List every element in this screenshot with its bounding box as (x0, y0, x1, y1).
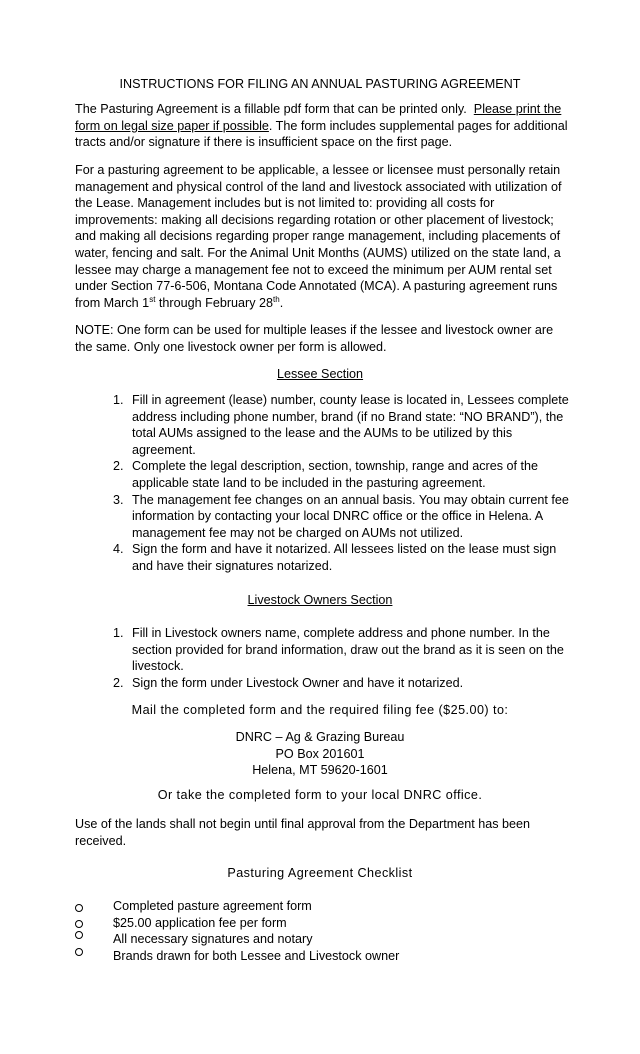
circle-bullet-icon (75, 904, 83, 912)
list-item: 1. Fill in Livestock owners name, complete address and phone number. In the section provided for brand information, draw out the brand as it is seen on the livestock. (113, 626, 564, 674)
circle-bullet-icon (75, 948, 83, 956)
livestock-section-list (75, 625, 570, 691)
livestock-section-heading: Livestock Owners Section (247, 593, 393, 607)
or-take-instruction: Or take the completed form to your local DNRC office. (157, 788, 483, 802)
circle-bullet-icon (75, 931, 83, 939)
checklist-heading: Pasturing Agreement Checklist (227, 866, 413, 880)
checklist-item: Brands drawn for both Lessee and Livestock owner (75, 948, 570, 965)
circle-bullet-icon (75, 920, 83, 928)
address-line-2: PO Box 201601 (275, 746, 365, 761)
checklist-item: Completed pasture agreement form (75, 898, 570, 915)
intro-text: The Pasturing Agreement is a fillable pdf form that can be printed only. (75, 102, 467, 116)
page-title: INSTRUCTIONS FOR FILING AN ANNUAL PASTURING AGREEMENT (119, 77, 521, 91)
lessee-section-heading: Lessee Section (276, 367, 364, 381)
checklist (75, 898, 570, 964)
applicability-mid: through February 28 (155, 295, 274, 310)
list-item: 2. Sign the form under Livestock Owner and have it notarized. (113, 675, 464, 690)
mail-instruction: Mail the completed form and the required filing fee ($25.00) to: (131, 703, 509, 717)
intro-underlined-text: Please print the form on legal size paper if possible (75, 102, 562, 133)
superscript-st: st (149, 294, 156, 304)
checklist-item: $25.00 application fee per form (75, 915, 570, 932)
applicability-text: For a pasturing agreement to be applicable, a lessee or licensee must personally retain management and physical control of the land and livestock associated with utilization of the Lease. Management includes but is not limited to: providing all costs for improvements: making all decisions regarding rotation or other placement of livestock; and making all decisions regarding proper range management, including placements of water, fencing and salt. For the Animal Unit Months (AUMS) utilized on the state land, a lessee may charge a management fee not to exceed the minimum per AUM rental set under Section 77-6-506, Montana Code Annotated (MCA). A pasturing agreement runs from March 1 (75, 163, 562, 310)
list-item: 4. Sign the form and have it notarized. All lessees listed on the lease must sign and have their signatures notarized. (113, 542, 557, 573)
list-item: 3. The management fee changes on an annual basis. You may obtain current fee information by contacting your local DNRC office or the office in Helena. A management fee may not be charged on AUMs not utilized. (113, 492, 569, 540)
intro-text-continued: . The form includes supplemental pages for additional tracts and/or signature if there is insufficient space on the first page. (75, 118, 568, 150)
list-item: 2. Complete the legal description, section, township, range and acres of the applicable state land to be included in the pasturing agreement. (113, 459, 539, 490)
address-line-1: DNRC – Ag & Grazing Bureau (235, 730, 405, 744)
applicability-end: . (279, 295, 284, 310)
superscript-th: th (273, 294, 280, 304)
list-item: 1. Fill in agreement (lease) number, county lease is located in, Lessees complete address including phone number, brand (if no Brand state: “NO BRAND”), the total AUMs assigned to the lease and the AUMs to be utilized by this agreement. (113, 393, 569, 457)
checklist-item: All necessary signatures and notary (75, 931, 570, 948)
lessee-section-list (75, 392, 570, 575)
mailing-address (0, 729, 640, 779)
note-paragraph: NOTE: One form can be used for multiple leases if the lessee and livestock owner are the same. Only one livestock owner per form is allowed. (75, 323, 554, 354)
use-of-lands-paragraph: Use of the lands shall not begin until final approval from the Department has been received. (75, 817, 531, 848)
applicability-paragraph (75, 162, 570, 311)
address-line-3: Helena, MT 59620-1601 (252, 763, 388, 778)
intro-paragraph (75, 101, 570, 151)
